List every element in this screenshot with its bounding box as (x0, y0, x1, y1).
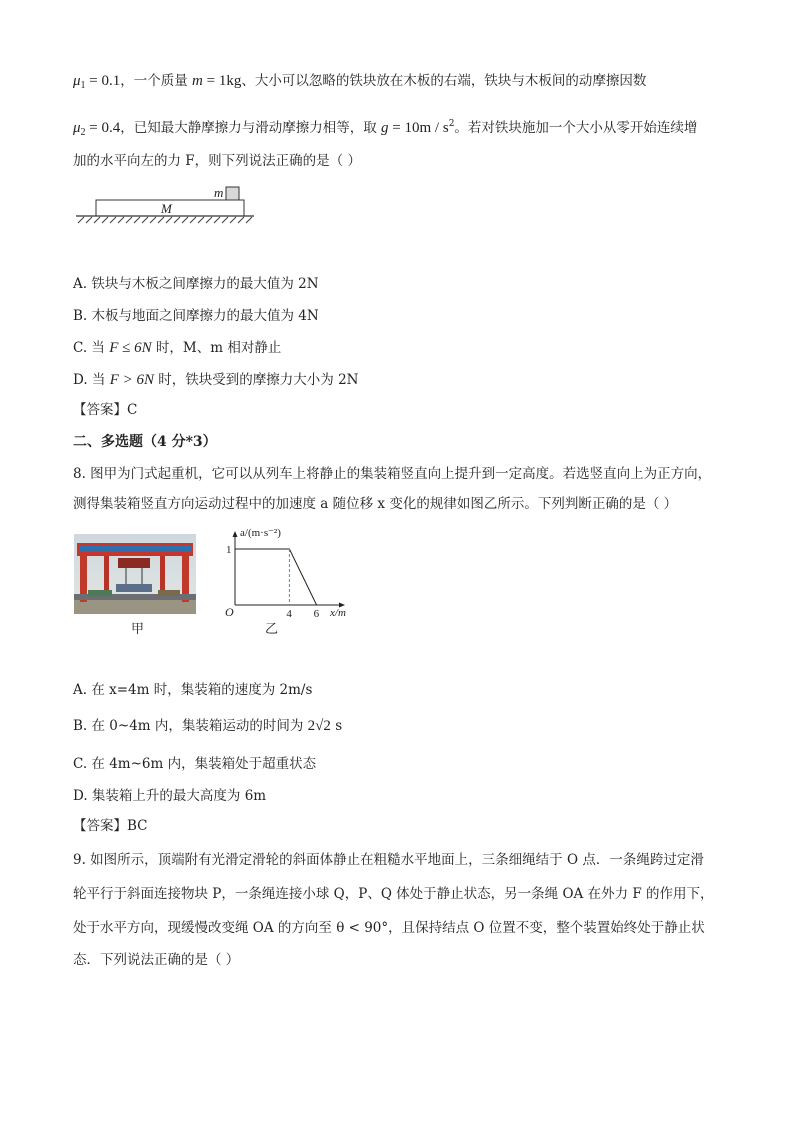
y-tick-label-1: 1 (226, 544, 232, 556)
x-tick-label-4: 4 (286, 608, 292, 620)
origin-label: O (225, 605, 234, 619)
small-block-m (226, 187, 239, 200)
q8-line-2: 测得集装箱竖直方向运动过程中的加速度 a 随位移 x 变化的规律如图乙所示。下列判断正确的是（ ） (73, 496, 678, 512)
q9-line-1: 9. 如图所示，顶端附有光滑定滑轮的斜面体静止在粗糙水平地面上，三条细绳结于 O 点．一条绳跨过定滑 (73, 852, 704, 868)
section-2-title: 二、多选题（4 分*3） (73, 434, 217, 450)
q9-line-3: 处于水平方向，现缓慢改变绳 OA 的方向至 θ < 90°，且保持结点 O 位置不变，整个装置始终处于静止状 (73, 920, 705, 936)
q7-line-2: $\mu_2 = 0.4$，已知最大静摩擦力与滑动摩擦力相等，取 $g = 10m / s^2$。若对铁块施加一个大小从零开始连续增 (73, 119, 698, 138)
q7-option-c: C. 当 F ≤ 6N 时，M、m 相对静止 (73, 340, 282, 356)
q9-line-2: 轮平行于斜面连接物块 P，一条绳连接小球 Q，P、Q 体处于静止状态，另一条绳 OA 在外力 F 的作用下， (73, 886, 714, 902)
q7-line-3: 加的水平向左的力 F，则下列说法正确的是（ ） (73, 153, 361, 169)
q7-line-1: $\mu_1 = 0.1$，一个质量 m = 1kg、大小可以忽略的铁块放在木板的右端，铁块与木板间的动摩擦因数 (73, 73, 647, 91)
caption-yi: 乙 (265, 622, 279, 637)
gantry-crane-photo (74, 534, 196, 614)
x-tick-label-6: 6 (313, 608, 320, 620)
x-axis-label: x/m (330, 607, 346, 619)
y-axis-arrow (233, 531, 238, 537)
q8-option-d: D. 集装箱上升的最大高度为 6m (73, 788, 267, 804)
block-board-figure (70, 180, 260, 230)
q7-answer: 【答案】C (73, 402, 138, 418)
a-x-series-line (235, 549, 317, 605)
q8-option-c: C. 在 4m~6m 内，集装箱处于超重状态 (73, 756, 317, 772)
q7-option-a: A. 铁块与木板之间摩擦力的最大值为 2N (73, 276, 319, 292)
acceleration-displacement-chart (220, 524, 360, 624)
label-m: m (214, 185, 224, 200)
mu2-symbol: $\mu_2$ (73, 120, 86, 138)
q8-option-a: A. 在 x=4m 时，集装箱的速度为 2m/s (73, 682, 313, 698)
caption-jia: 甲 (131, 622, 145, 637)
q8-option-b: B. 在 0~4m 内，集装箱运动的时间为 2√2 s (73, 718, 343, 734)
mu1-symbol: $\mu_1$ (73, 73, 86, 91)
ground-hatching (78, 217, 252, 223)
q7-option-d: D. 当 F > 6N 时，铁块受到的摩擦力大小为 2N (73, 372, 359, 388)
y-axis-label: a/(m·s⁻²) (240, 527, 281, 539)
label-M: M (161, 201, 172, 216)
q8-answer: 【答案】BC (73, 818, 148, 834)
q8-line-1: 8. 图甲为门式起重机，它可以从列车上将静止的集装箱竖直向上提升到一定高度。若选竖直向上为正方向， (73, 466, 712, 482)
q7-option-b: B. 木板与地面之间摩擦力的最大值为 4N (73, 308, 319, 324)
q9-line-4: 态．下列说法正确的是（ ） (73, 952, 240, 968)
